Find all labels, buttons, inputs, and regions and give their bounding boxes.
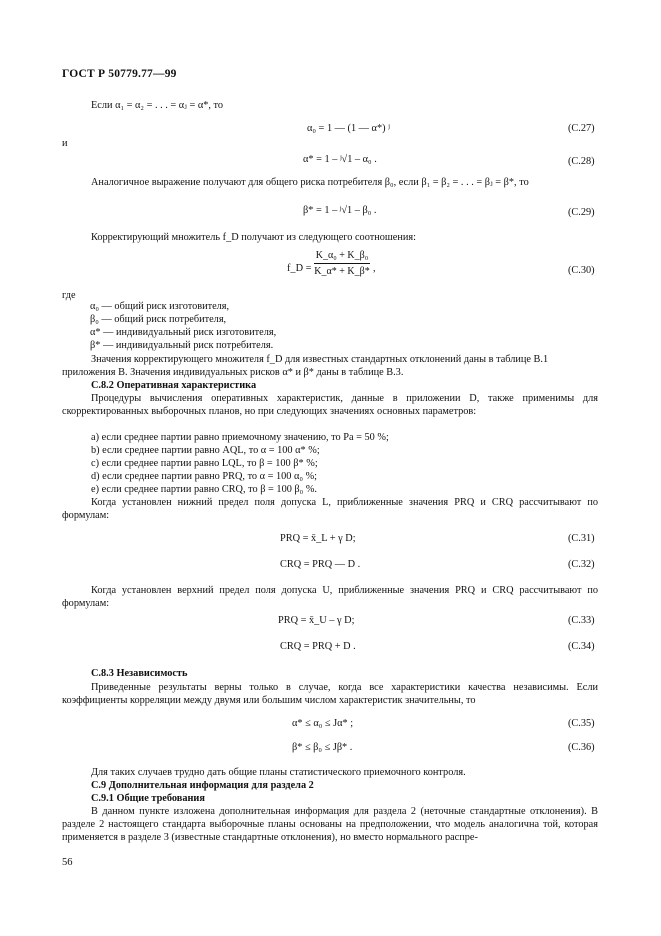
equation-c32: CRQ = PRQ — D . — [280, 559, 361, 570]
equation-c30-denominator: K_α* + K_β* — [314, 266, 370, 277]
legend-item: β₀ — общий риск потребителя, — [90, 314, 227, 325]
paragraph-general-requirements: В данном пункте изложена дополнительная информация для раздела 2 (неточные стандартные отклонения). В разделе 2 настоящего стандарта выборочные планы основаны на предположении, что модель аналогична той, которая применяется в разделе 3 (известные стандартные отклонения), но вместо нормального распре- — [62, 806, 598, 843]
paragraph-independence: Приведенные результаты верны только в случае, когда все характеристики качества независимы. Если коэффициенты корреляции между двумя или большим числом характеристик значительны, то — [62, 682, 598, 706]
equation-c30-numerator: K_α₀ + K_β₀ — [315, 250, 369, 261]
page-number: 56 — [62, 857, 73, 868]
equation-c30-number: (С.30) — [568, 265, 595, 276]
equation-c36: β* ≤ β₀ ≤ Jβ* . — [292, 742, 353, 753]
paragraph-consumer-risk: Аналогичное выражение получают для общего риска потребителя β₀, если β₁ = β₂ = . . . = βⱼ = β*, то — [91, 177, 529, 188]
legend-item: α₀ — общий риск изготовителя, — [90, 301, 230, 312]
paragraph-oc: Процедуры вычисления оперативных характеристик, данные в приложении D, также применимы для скорректированных выборочных планов, но при следующих значениях основных параметров: — [62, 393, 598, 417]
fraction-bar — [314, 263, 370, 264]
equation-c28: α* = 1 – ʲ√1 – α₀ . — [303, 154, 377, 165]
list-item: d) если среднее партии равно PRQ, то α = 100 α₀ %; — [91, 471, 318, 482]
standard-header: ГОСТ Р 50779.77—99 — [62, 68, 177, 80]
equation-c33: PRQ = x̄_U – γ D; — [278, 615, 355, 626]
equation-c36-number: (С.36) — [568, 742, 595, 753]
equation-c29-number: (С.29) — [568, 207, 595, 218]
paragraph-values-line1: Значения корректирующего множителя f_D для известных стандартных отклонений даны в таблице В.1 — [91, 354, 549, 365]
equation-c27-number: (С.27) — [568, 123, 595, 134]
paragraph-values-line2: приложения В. Значения индивидуальных рисков α* и β* даны в таблице В.3. — [62, 367, 404, 378]
intro-if-alpha: Если α₁ = α₂ = . . . = αⱼ = α*, то — [91, 100, 224, 111]
legend-item: β* — индивидуальный риск потребителя. — [90, 340, 274, 351]
equation-c35: α* ≤ α₀ ≤ Jα* ; — [292, 718, 354, 729]
list-item: b) если среднее партии равно AQL, то α = 100 α* %; — [91, 445, 320, 456]
equation-c30-fraction — [314, 250, 370, 280]
section-c9-heading: С.9 Дополнительная информация для раздела 2 — [91, 780, 314, 791]
paragraph-upper-limit: Когда установлен верхний предел поля допуска U, приближенные значения PRQ и CRQ рассчитывают по формулам: — [62, 585, 598, 609]
legend-item: α* — индивидуальный риск изготовителя, — [90, 327, 277, 338]
equation-c30-tail: , — [373, 263, 376, 274]
equation-c35-number: (С.35) — [568, 718, 595, 729]
paragraph-hard-plans: Для таких случаев трудно дать общие планы статистического приемочного контроля. — [91, 767, 466, 778]
section-c83-heading: С.8.3 Независимость — [91, 668, 188, 679]
equation-c28-number: (С.28) — [568, 156, 595, 167]
list-item: а) если среднее партии равно приемочному значению, то Pa = 50 %; — [91, 432, 389, 443]
paragraph-correction-factor: Корректирующий множитель f_D получают из следующего соотношения: — [91, 232, 416, 243]
equation-c32-number: (С.32) — [568, 559, 595, 570]
equation-c31-number: (С.31) — [568, 533, 595, 544]
equation-c29: β* = 1 – ʲ√1 – β₀ . — [303, 205, 377, 216]
section-c91-heading: С.9.1 Общие требования — [91, 793, 205, 804]
paragraph-lower-limit: Когда установлен нижний предел поля допуска L, приближенные значения PRQ и CRQ рассчитывают по формулам: — [62, 497, 598, 521]
list-item: c) если среднее партии равно LQL, то β = 100 β* %; — [91, 458, 318, 469]
equation-c33-number: (С.33) — [568, 615, 595, 626]
equation-c31: PRQ = x̄_L + γ D; — [280, 533, 356, 544]
word-where: где — [62, 290, 76, 301]
equation-c34: CRQ = PRQ + D . — [280, 641, 356, 652]
section-c82-heading: С.8.2 Оперативная характеристика — [91, 380, 257, 391]
list-item: e) если среднее партии равно CRQ, то β = 100 β₀ %. — [91, 484, 317, 495]
equation-c27: α₀ = 1 — (1 — α*) ʲ — [307, 123, 390, 134]
equation-c34-number: (С.34) — [568, 641, 595, 652]
equation-c30-lhs: f_D = — [287, 263, 312, 274]
word-and: и — [62, 138, 68, 149]
